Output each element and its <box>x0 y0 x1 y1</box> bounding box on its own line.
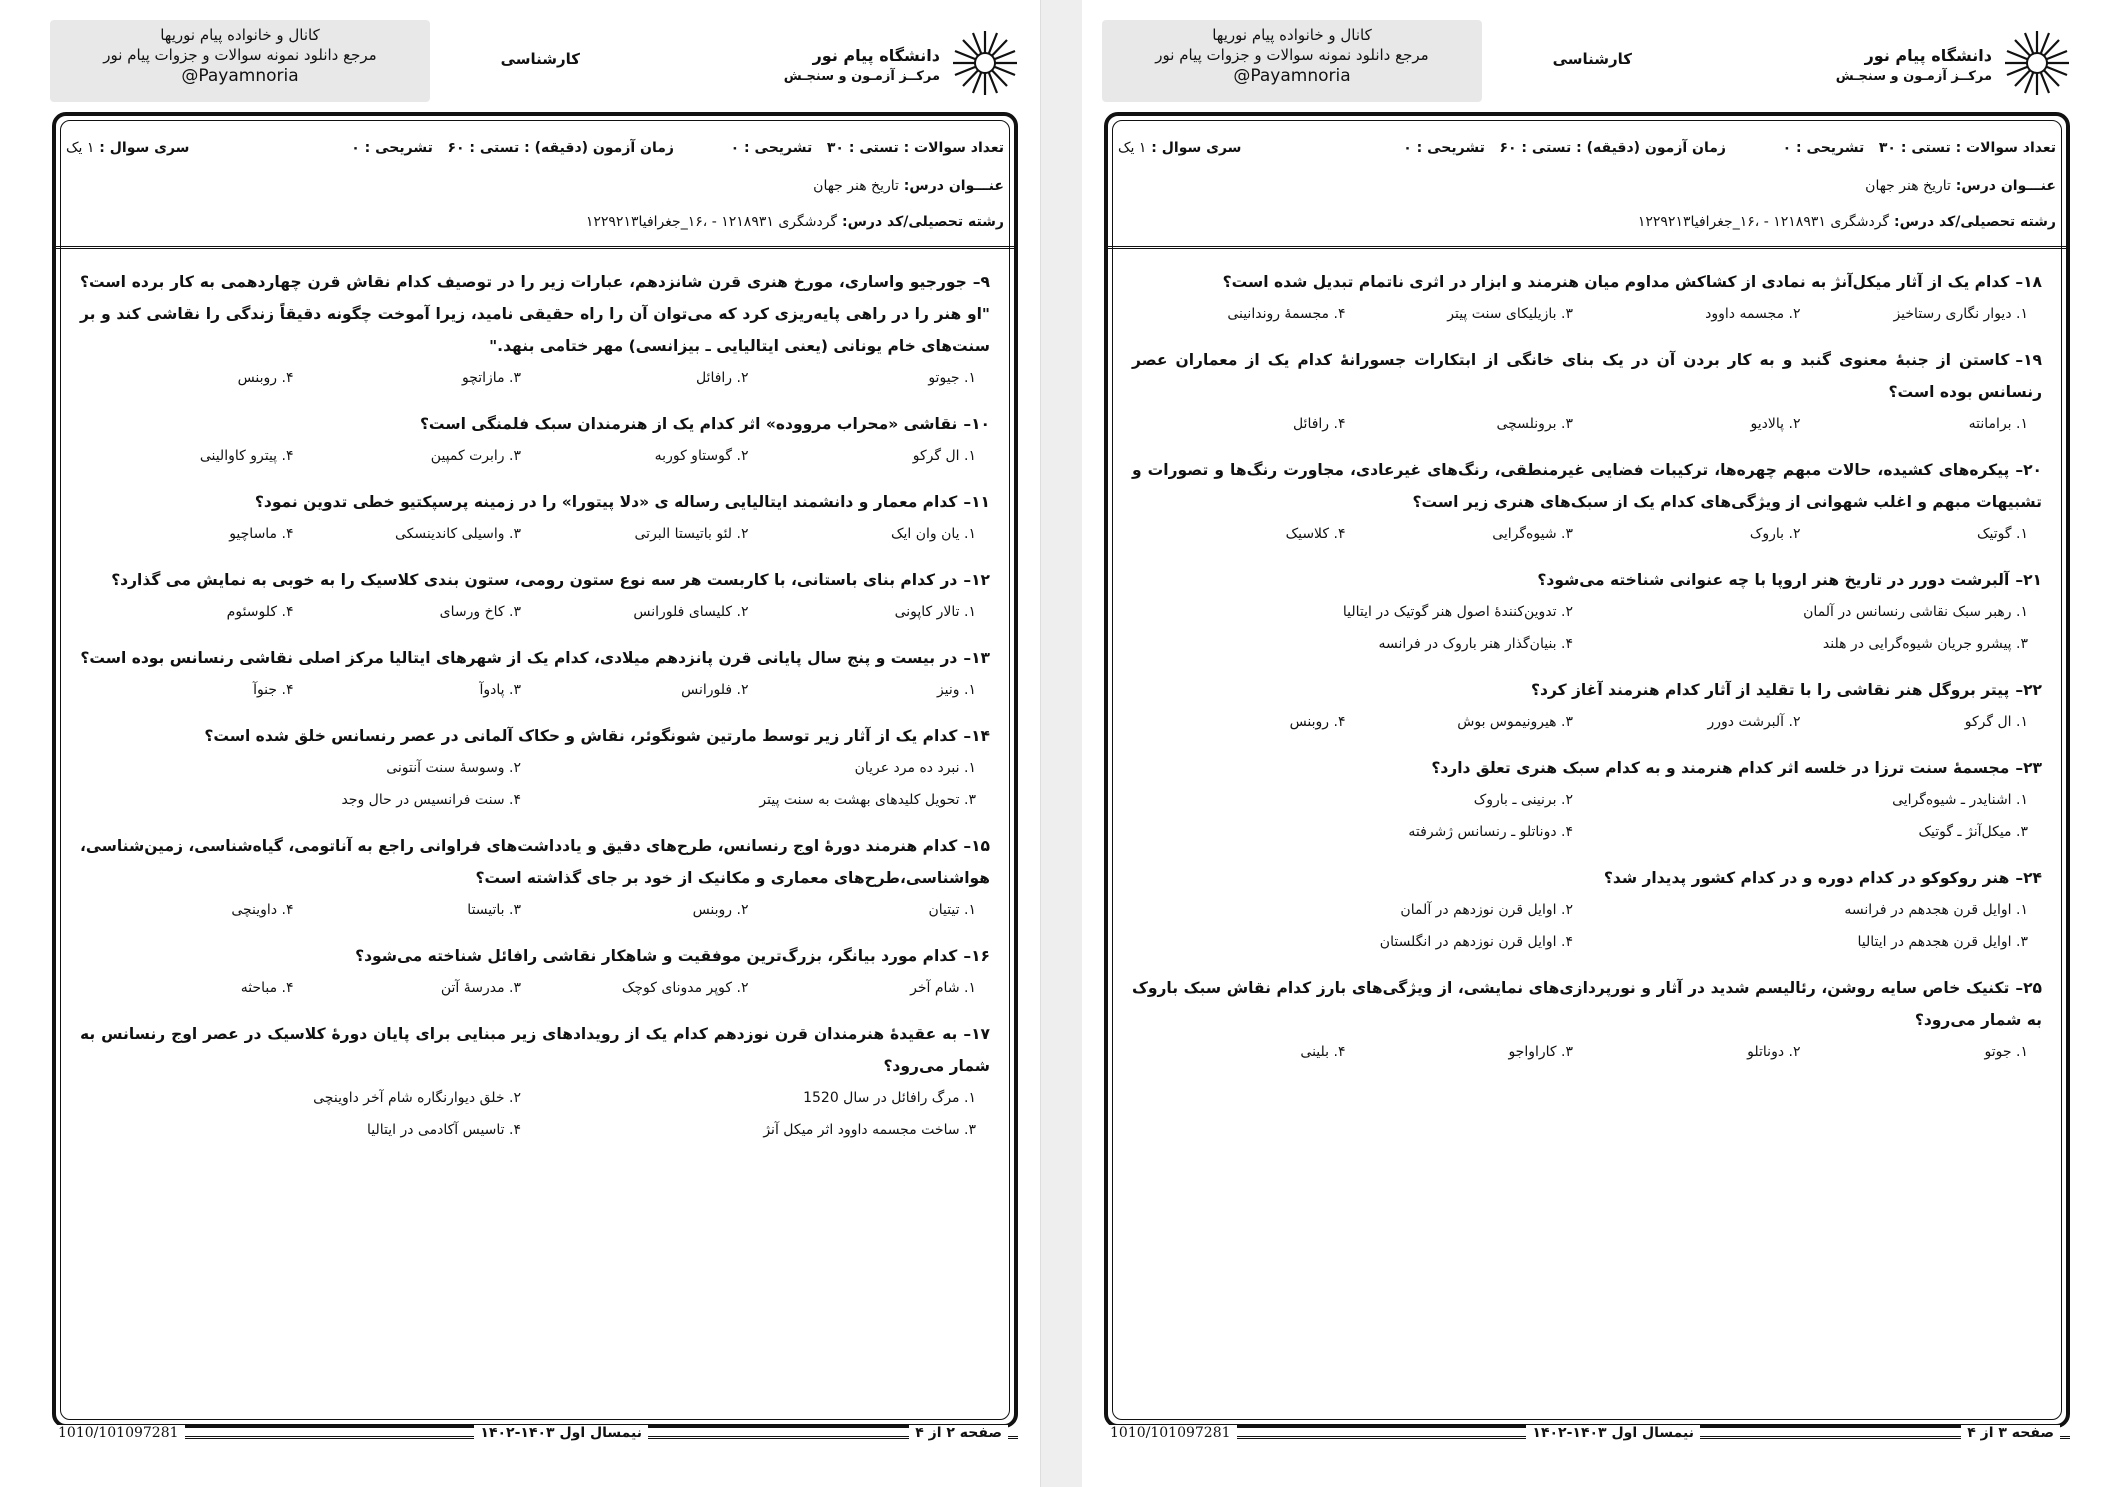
question-body: به عقیدهٔ هنرمندان قرن نوزدهم کدام یک از رویدادهای زیر مبنایی برای پایان دورهٔ کلاسیک در عصر اوج رنسانس به شمار می‌رود؟ <box>80 1025 990 1075</box>
answer-option: ۲. رافائل <box>695 370 749 386</box>
question-body: تکنیک خاص سایه روشن، رئالیسم شدید در آثار و نورپردازی‌های نمایشی، از ویژگی‌های بارز کدام نقاش سبک باروک به شمار می‌رود؟ <box>1132 979 2042 1029</box>
question-number: ۱۴– <box>963 727 990 745</box>
answer-option: ۴. پیترو کاوالینی <box>199 448 294 464</box>
answer-option: ۱. برامانته <box>1968 416 2028 432</box>
answer-option: ۲. آلبرشت دورر <box>1707 714 1801 730</box>
answer-option: ۱. جوتو <box>1984 1044 2028 1060</box>
answer-option: ۴. بنیان‌گذار هنر باروک در فرانسه <box>1378 636 1573 652</box>
question-number: ۱۹– <box>2015 351 2042 369</box>
page-number: صفحه ۲ از ۴ <box>909 1425 1008 1441</box>
answer-options <box>1132 784 2042 848</box>
question-body: کدام یک از آثار میکل‌آنژ به نمادی از کشاکش مداوم میان هنرمند و ابزار در اثری ناتمام تبدیل شده است؟ <box>1222 273 2010 291</box>
question-item <box>1132 972 2042 1068</box>
question-item <box>80 1018 990 1146</box>
question-body: کدام معمار و دانشمند ایتالیایی رساله ی «دلا پیتورا» را در زمینه پرسپکتیو خطی تدوین نمود؟ <box>254 493 958 511</box>
answer-options <box>80 752 990 816</box>
answer-option: ۳. باتیستا <box>467 902 521 918</box>
answer-option: ۱. رهبر سبک نقاشی رنسانس در آلمان <box>1803 604 2028 620</box>
channel-handle: @Payamnoria <box>181 66 299 86</box>
answer-option: ۲. گوستاو کوربه <box>654 448 749 464</box>
question-text <box>80 940 990 972</box>
answer-option: ۱. دیوار نگاری رستاخیز <box>1893 306 2028 322</box>
answer-option: ۲. اوایل قرن نوزدهم در آلمان <box>1400 902 1573 918</box>
answer-option: ۴. مجسمهٔ روندانینی <box>1227 306 1346 322</box>
answer-option: ۲. تدوین‌کنندهٔ اصول هنر گوتیک در ایتالیا <box>1342 604 1573 620</box>
answer-option: ۳. برونلسچی <box>1496 416 1573 432</box>
answer-option: ۴. رافائل <box>1292 416 1346 432</box>
answer-option: ۴. دوناتلو ـ رنسانس ژشرفته <box>1408 824 1573 840</box>
university-subtitle: مرکــز آزمـون و سنجـش <box>783 69 940 84</box>
question-item <box>1132 862 2042 958</box>
question-number: ۲۵– <box>2015 979 2042 997</box>
answer-option: ۳. رابرت کمپین <box>430 448 521 464</box>
answer-options <box>1132 596 2042 660</box>
question-number: ۱۷– <box>963 1025 990 1043</box>
question-text <box>1132 674 2042 706</box>
question-body: در بیست و پنج سال پایانی قرن پانزدهم میلادی، کدام یک از شهرهای ایتالیا مرکز اصلی نقاشی رنسانس بوده است؟ <box>80 649 958 667</box>
question-text <box>80 1018 990 1082</box>
question-number: ۱۶– <box>963 947 990 965</box>
question-number: ۲۴– <box>2015 869 2042 887</box>
exam-time: زمان آزمون (دقیقه) : تستی : ۶۰ تشریحی : ۰ <box>351 140 674 156</box>
answer-option: ۲. خلق دیوارنگاره شام آخر داوینچی <box>313 1090 521 1106</box>
info-row-2 <box>66 178 1004 204</box>
field-course-code: رشته تحصیلی/کد درس: گردشگری ۱۲۱۸۹۳۱ - ،۱۶_جغرافیا۱۲۲۹۲۱۳ <box>1637 214 2056 230</box>
question-number: ۲۳– <box>2015 759 2042 777</box>
answer-option: ۳. بازیلیکای سنت پیتر <box>1447 306 1573 322</box>
degree-level: کارشناسی <box>500 50 580 68</box>
exam-code: 1010/101097281 <box>52 1425 185 1441</box>
question-body: کدام هنرمند دورهٔ اوج رنسانس، طرح‌های دقیق و یادداشت‌های فراوانی راجع به آناتومی، گیاه‌شناسی، زمین‌شناسی، هواشناسی،طرح‌های معماری و مکانیک از خود بر جای گذاشته است؟ <box>80 837 990 887</box>
question-text <box>1132 454 2042 518</box>
answer-option: ۱. تیتیان <box>928 902 976 918</box>
answer-option: ۱. شام آخر <box>910 980 976 996</box>
answer-option: ۴. کلاسیک <box>1285 526 1346 542</box>
university-subtitle: مرکــز آزمـون و سنجـش <box>1835 69 1992 84</box>
channel-watermark <box>50 20 430 102</box>
answer-option: ۱. مرگ رافائل در سال 1520 <box>803 1090 976 1106</box>
channel-line-2: مرجع دانلود نمونه سوالات و جزوات پیام نور <box>103 46 377 64</box>
question-item <box>80 564 990 628</box>
answer-options <box>1132 894 2042 958</box>
answer-option: ۱. تالار کاپونی <box>894 604 976 620</box>
question-body: مجسمهٔ سنت ترزا در خلسه اثر کدام هنرمند و به کدام سبک هنری تعلق دارد؟ <box>1431 759 2010 777</box>
answer-options <box>80 674 990 706</box>
question-text <box>80 408 990 440</box>
channel-line-2: مرجع دانلود نمونه سوالات و جزوات پیام نور <box>1155 46 1429 64</box>
answer-option: ۳. هیرونیموس بوش <box>1457 714 1573 730</box>
university-logo-icon <box>2002 28 2072 98</box>
info-row-1 <box>1118 140 2056 166</box>
exam-frame <box>52 112 1018 1428</box>
answer-option: ۴. روبنس <box>237 370 294 386</box>
semester: نیمسال اول ۱۴۰۳-۱۴۰۲ <box>474 1425 648 1441</box>
answer-option: ۳. مدرسهٔ آتن <box>440 980 521 996</box>
question-number: ۹– <box>972 273 990 291</box>
question-item <box>1132 674 2042 738</box>
university-title-block <box>1836 46 1992 84</box>
question-number: ۱۵– <box>963 837 990 855</box>
question-text <box>80 830 990 894</box>
page-gap <box>1040 0 1084 1487</box>
question-item <box>80 940 990 1004</box>
answer-option: ۱. ال گرکو <box>1964 714 2028 730</box>
page-header <box>1102 20 2072 100</box>
answer-option: ۲. برنینی ـ باروک <box>1473 792 1573 808</box>
question-list <box>1132 266 2042 1082</box>
university-name: دانشگاه پیام نور <box>812 46 940 65</box>
question-item <box>1132 454 2042 550</box>
answer-option: ۴. مباحثه <box>240 980 294 996</box>
question-body: آلبرشت دورر در تاریخ هنر اروپا با چه عنوانی شناخته می‌شود؟ <box>1537 571 2010 589</box>
answer-option: ۲. روبنس <box>692 902 749 918</box>
answer-option: ۳. شیوه‌گرایی <box>1492 526 1573 542</box>
course-title: عنـــوان درس: تاریخ هنر جهان <box>813 178 1004 194</box>
answer-options <box>1132 518 2042 550</box>
answer-options <box>80 1082 990 1146</box>
answer-option: ۳. کاخ ورسای <box>439 604 521 620</box>
question-text <box>1132 266 2042 298</box>
question-text <box>80 486 990 518</box>
answer-option: ۱. جیوتو <box>928 370 976 386</box>
question-text <box>80 266 990 362</box>
answer-option: ۱. گوتیک <box>1977 526 2028 542</box>
answer-option: ۱. ونیز <box>936 682 976 698</box>
answer-option: ۴. تاسیس آکادمی در ایتالیا <box>367 1122 521 1138</box>
question-count: تعداد سوالات : تستی : ۳۰ تشریحی : ۰ <box>1782 140 2056 156</box>
question-body: نقاشی «محراب مرووده» اثر کدام یک از هنرمندان سبک فلمنگی است؟ <box>419 415 958 433</box>
question-number: ۲۱– <box>2015 571 2042 589</box>
answer-option: ۱. یان وان ایک <box>890 526 976 542</box>
answer-option: ۴. داوینچی <box>231 902 294 918</box>
answer-options <box>1132 706 2042 738</box>
answer-option: ۴. روبنس <box>1289 714 1346 730</box>
channel-line-1: کانال و خانواده پیام نوریها <box>1212 26 1372 44</box>
answer-option: ۳. واسیلی کاندینسکی <box>395 526 521 542</box>
question-body: کاستن از جنبهٔ معنوی گنبد و به کار بردن آن در یک بنای خانگی از ابتکارات جسورانهٔ کدام یک از معماران عصر رنسانس بوده است؟ <box>1132 351 2042 401</box>
answer-option: ۴. اوایل قرن نوزدهم در انگلستان <box>1379 934 1573 950</box>
question-number: ۱۸– <box>2015 273 2042 291</box>
course-title: عنـــوان درس: تاریخ هنر جهان <box>1865 178 2056 194</box>
answer-option: ۲. وسوسهٔ سنت آنتونی <box>386 760 521 776</box>
page-footer <box>1104 1425 2070 1449</box>
answer-option: ۳. پادوآ <box>479 682 521 698</box>
question-series: سری سوال : ۱ یک <box>66 140 190 156</box>
answer-option: ۱. اوایل قرن هجدهم در فرانسه <box>1844 902 2028 918</box>
question-body: پیتر بروگل هنر نقاشی را با تقلید از آثار کدام هنرمند آغاز کرد؟ <box>1531 681 2010 699</box>
answer-option: ۲. باروک <box>1749 526 1801 542</box>
answer-options <box>80 362 990 394</box>
semester: نیمسال اول ۱۴۰۳-۱۴۰۲ <box>1526 1425 1700 1441</box>
answer-option: ۲. دوناتلو <box>1747 1044 1801 1060</box>
answer-options <box>1132 298 2042 330</box>
channel-watermark <box>1102 20 1482 102</box>
answer-option: ۲. لئو باتیستا البرتی <box>634 526 749 542</box>
degree-level: کارشناسی <box>1552 50 1632 68</box>
question-body: کدام مورد بیانگر، بزرگ‌ترین موفقیت و شاهکار نقاشی رافائل شناخته می‌شود؟ <box>355 947 958 965</box>
question-item <box>1132 344 2042 440</box>
answer-option: ۲. کوپر مدونای کوچک <box>621 980 749 996</box>
answer-option: ۱. اشنایدر ـ شیوه‌گرایی <box>1892 792 2028 808</box>
answer-options <box>80 440 990 472</box>
question-number: ۲۰– <box>2015 461 2042 479</box>
question-item <box>80 408 990 472</box>
question-body: پیکره‌های کشیده، حالات مبهم چهره‌ها، ترکیبات فضایی غیرمنطقی، رنگ‌های غیرعادی، مجاورت رنگ‌ها و تصورات و تشبیهات مبهم و اغلب شهوانی از ویژگی‌های کدام یک از سبک‌های هنری زیر است؟ <box>1132 461 2042 511</box>
page-footer <box>52 1425 1018 1449</box>
question-body: در کدام بنای باستانی، با کاربست هر سه نوع ستون رومی، ستون بندی کلاسیک را به خوبی به نمایش می گذارد؟ <box>111 571 958 589</box>
question-text <box>80 564 990 596</box>
question-item <box>1132 752 2042 848</box>
answer-option: ۳. میکل‌آنژ ـ گوتیک <box>1918 824 2028 840</box>
question-item <box>80 642 990 706</box>
question-text <box>80 720 990 752</box>
question-item <box>80 266 990 394</box>
info-row-3 <box>1118 214 2056 240</box>
channel-handle: @Payamnoria <box>1233 66 1351 86</box>
answer-option: ۳. مازاتچو <box>461 370 521 386</box>
page-number: صفحه ۳ از ۴ <box>1961 1425 2060 1441</box>
exam-frame <box>1104 112 2070 1428</box>
field-course-code: رشته تحصیلی/کد درس: گردشگری ۱۲۱۸۹۳۱ - ،۱۶_جغرافیا۱۲۲۹۲۱۳ <box>585 214 1004 230</box>
question-number: ۱۱– <box>963 493 990 511</box>
question-item <box>80 486 990 550</box>
info-row-1 <box>66 140 1004 166</box>
question-number: ۱۰– <box>963 415 990 433</box>
page-header <box>50 20 1020 100</box>
question-text <box>1132 752 2042 784</box>
university-name: دانشگاه پیام نور <box>1864 46 1992 65</box>
question-item <box>80 830 990 926</box>
question-item <box>1132 266 2042 330</box>
question-text <box>1132 344 2042 408</box>
university-title-block <box>784 46 940 84</box>
question-number: ۱۲– <box>963 571 990 589</box>
answer-option: ۳. تحویل کلیدهای بهشت به سنت پیتر <box>759 792 976 808</box>
answer-option: ۳. پیشرو جریان شیوه‌گرایی در هلند <box>1822 636 2028 652</box>
answer-option: ۲. فلورانس <box>681 682 749 698</box>
question-number: ۱۳– <box>963 649 990 667</box>
answer-options <box>1132 408 2042 440</box>
question-count: تعداد سوالات : تستی : ۳۰ تشریحی : ۰ <box>730 140 1004 156</box>
info-row-3 <box>66 214 1004 240</box>
answer-option: ۴. کلوسئوم <box>226 604 294 620</box>
channel-line-1: کانال و خانواده پیام نوریها <box>160 26 320 44</box>
question-body: جورجیو واساری، مورخ هنری قرن شانزدهم، عبارات زیر را در توصیف کدام نقاش قرن چهاردهمی به کار برده است؟ "او هنر را در راهی پایه‌ریزی کرد که می‌توان آن را راه حقیقی نامید، زیرا آموخت چگونه دقیقاً زندگی را نقاشی کند و بر سنت‌های خام یونانی (یعنی ایتالیایی ـ بیزانسی) مهر ختامی بنهد." <box>80 273 990 355</box>
answer-options <box>80 596 990 628</box>
exam-time: زمان آزمون (دقیقه) : تستی : ۶۰ تشریحی : ۰ <box>1403 140 1726 156</box>
answer-option: ۱. ال گرکو <box>912 448 976 464</box>
answer-option: ۲. مجسمه داوود <box>1705 306 1801 322</box>
answer-option: ۴. سنت فرانسیس در حال وجد <box>341 792 521 808</box>
info-row-2 <box>1118 178 2056 204</box>
answer-option: ۴. بلینی <box>1300 1044 1346 1060</box>
university-logo-icon <box>950 28 1020 98</box>
question-item <box>1132 564 2042 660</box>
answer-option: ۴. جنوآ <box>253 682 294 698</box>
answer-option: ۲. پالادیو <box>1750 416 1801 432</box>
exam-page-2 <box>30 0 1040 1487</box>
question-number: ۲۲– <box>2015 681 2042 699</box>
question-text <box>1132 972 2042 1036</box>
exam-info <box>66 130 1004 242</box>
question-text <box>1132 862 2042 894</box>
answer-options <box>1132 1036 2042 1068</box>
exam-info <box>1118 130 2056 242</box>
answer-option: ۳. اوایل قرن هجدهم در ایتالیا <box>1857 934 2028 950</box>
answer-option: ۳. ساخت مجسمه داوود اثر میکل آنژ <box>763 1122 976 1138</box>
answer-options <box>80 518 990 550</box>
exam-code: 1010/101097281 <box>1104 1425 1237 1441</box>
question-text <box>1132 564 2042 596</box>
info-divider <box>56 246 1014 249</box>
answer-option: ۱. نبرد ده مرد عریان <box>854 760 976 776</box>
question-series: سری سوال : ۱ یک <box>1118 140 1242 156</box>
question-body: هنر روکوکو در کدام دوره و در کدام کشور پدیدار شد؟ <box>1603 869 2010 887</box>
answer-option: ۳. کاراواجو <box>1508 1044 1573 1060</box>
question-item <box>80 720 990 816</box>
question-list <box>80 266 990 1160</box>
question-text <box>80 642 990 674</box>
answer-option: ۲. کلیسای فلورانس <box>633 604 749 620</box>
answer-options <box>80 894 990 926</box>
exam-page-3 <box>1082 0 2092 1487</box>
question-body: کدام یک از آثار زیر توسط مارتین شونگوئر، نقاش و حکاک آلمانی در عصر رنسانس خلق شده است؟ <box>204 727 958 745</box>
info-divider <box>1108 246 2066 249</box>
answer-option: ۴. ماساچیو <box>229 526 294 542</box>
answer-options <box>80 972 990 1004</box>
